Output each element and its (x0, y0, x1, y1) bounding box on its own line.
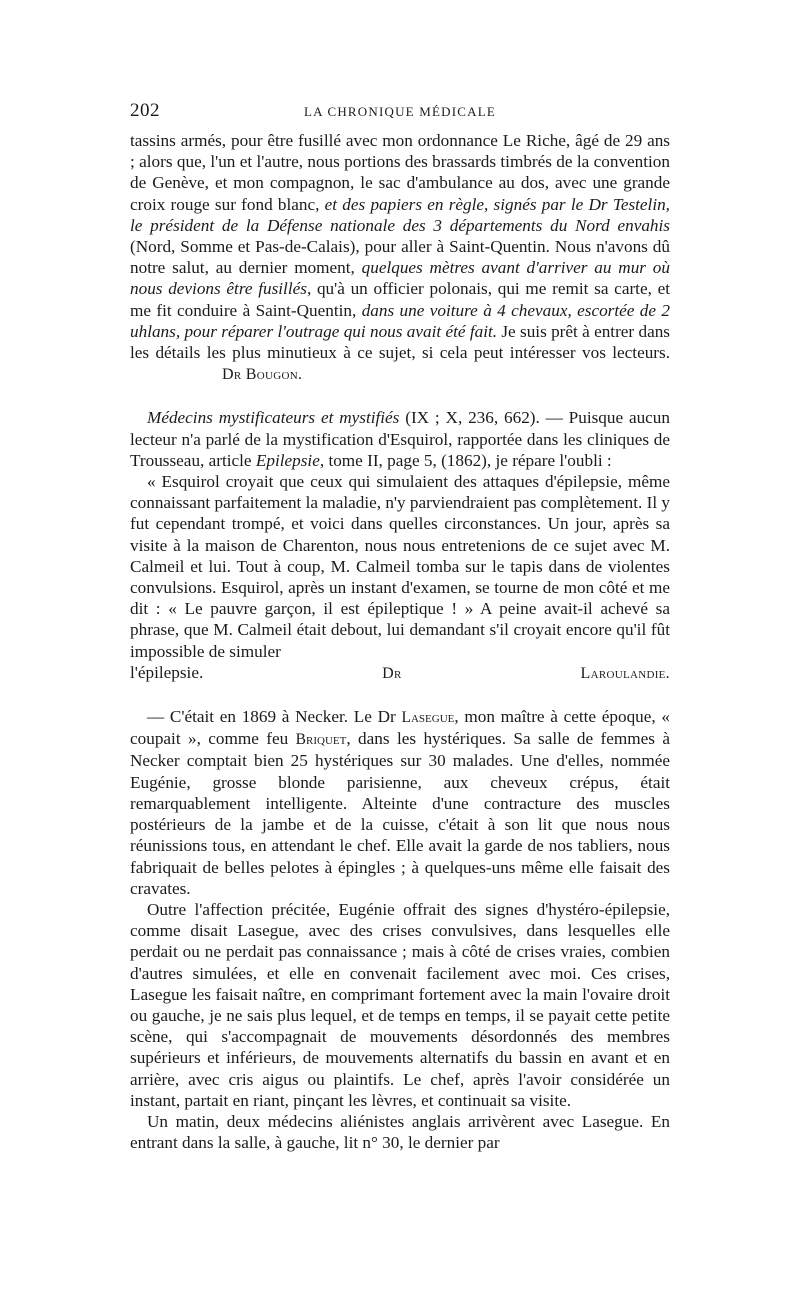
page-number: 202 (130, 100, 160, 121)
text-run: , tome II, page 5, (1862), je répare l'oubli : (319, 450, 612, 470)
section-testimony-bougon (130, 130, 670, 385)
article-title: Epilepsie (255, 450, 320, 470)
paragraph-mystificateurs-intro (130, 407, 670, 471)
paragraph-quote (130, 471, 670, 662)
text-run: Je suis prêt à entrer dans les détails les plus minutieux à ce sujet, si cela peut intéresser vos lecteurs. (130, 321, 670, 363)
section-necker (130, 706, 670, 1153)
running-title: LA CHRONIQUE MÉDICALE (303, 104, 497, 119)
text-run: , dans les hystériques. Sa salle de femmes à Necker comptait bien 25 hystériques sur 30 malades. Une d'elles, nommée Eugénie, grosse blonde parisienne, aux cheveux crépus, était remarquablement intelligente. Alteinte d'une contracture des muscles postérieurs de la jambe et de la cuisse, c'était à son lit que nous nous réunissions tous, en attendant le chef. Elle avait la garde de nos tabliers, nous fabriquait de belles pelotes à épingles ; à quelques-uns même elle faisait des cravates. (130, 729, 671, 898)
name-lasegue: Lasegue (401, 709, 455, 727)
section-gap (130, 684, 670, 706)
text-run: Un matin, deux médecins aliénistes anglais arrivèrent avec Lasegue. En entrant dans la salle, à gauche, lit n° 30, le dernier par (130, 1111, 670, 1153)
italic-run: dans une voiture à 4 chevaux, escortée de 2 uhlans, pour réparer l'outrage qui nous avait été fait. (130, 300, 670, 341)
text-run: Outre l'affection précitée, Eugénie offrait des signes d'hystéro-épilepsie, comme disait Lasegue, avec des crises convulsives, dans lesquelles elle perdait ou ne perdait pas connaissance ; mais à côté de crises vraies, combien d'autres simulées, et elle en convenait facilement avec moi. Ces crises, Lasegue les faisait naître, en comprimant fortement avec la main l'ovaire droit ou gauche, je ne sais plus lequel, et de temps en temps, il se payait cette petite scène, qui s'accompagnait de mouvements désordonnés des membres supérieurs et inférieurs, de mouvements alternatifs du bassin en avant et en arrière, avec cris aigus ou plaintifs. Le chef, après l'avoir considérée un instant, partait en riant, pinçant les lèvres, et continuait sa visite. (130, 899, 670, 1110)
signature-laroulandie: Dr Laroulandie. (382, 664, 670, 682)
section-gap (130, 385, 670, 407)
quote-text: « Esquirol croyait que ceux qui simulaient des attaques d'épilepsie, même connaissant parfaitement la maladie, n'y parviendraient pas complètement. Il y fut cependant trompé, et voici dans quelles circonstances. Un jour, après sa visite à la maison de Charenton, nous nous entretenions de ce sujet avec M. Calmeil et lui. Tout à coup, M. Calmeil tomba sur le tapis dans de violentes convulsions. Esquirol, après un instant d'examen, se tourne de mon côté et me dit : « Le pauvre garçon, il est épileptique ! » A peine avait-il achevé sa phrase, que M. Calmeil était debout, lui demandant s'il croyait encore qu'il fût impossible de simuler (130, 472, 671, 661)
text-run: (Nord, Somme et Pas-de-Calais), pour aller à Saint-Quentin. Nous n'avons dû notre salut, au dernier moment, (130, 237, 670, 278)
text-run: , qu'à un officier polonais, qui me remit sa carte, et me fit conduire à Saint-Quentin, (130, 279, 670, 320)
signature-bougon: Dr Bougon. (222, 366, 303, 384)
text-run: tassins armés, pour être fusillé avec mon ordonnance Le Riche, âgé de 29 ans ; alors que, l'un et l'autre, nous portions des brassards timbrés de la convention de Genève, et mon compagnon, le sac d'ambulance au dos, avec une grande croix rouge sur fond blanc, (130, 131, 670, 214)
paragraph-necker-1 (130, 706, 670, 899)
section-title: Médecins mystificateurs et mystifiés (147, 408, 400, 428)
document-page (130, 100, 670, 1153)
quote-last-word: l'épilepsie. (130, 662, 204, 682)
page-header (130, 100, 670, 124)
italic-run: et des papiers en règle, signés par le Dr Testelin, le président de la Défense nationale des 3 départements du Nord envahis (130, 194, 670, 235)
text-run: — C'était en 1869 à Necker. Le Dr (147, 707, 402, 727)
text-run: , mon maître à cette époque, « coupait », comme feu (130, 707, 670, 749)
italic-run: quelques mètres avant d'arriver au mur où nous devions être fusillés (130, 258, 670, 299)
name-briquet: Briquet (295, 731, 347, 749)
paragraph-bougon (130, 130, 670, 385)
section-mystificateurs (130, 407, 670, 684)
paragraph-quote-end (130, 662, 670, 684)
text-run: (IX ; X, 236, 662). — Puisque aucun lecteur n'a parlé de la mystification d'Esquirol, rapportée dans les cliniques de Trousseau, article (130, 408, 670, 470)
paragraph-necker-3 (130, 1111, 670, 1153)
paragraph-necker-2 (130, 899, 670, 1111)
